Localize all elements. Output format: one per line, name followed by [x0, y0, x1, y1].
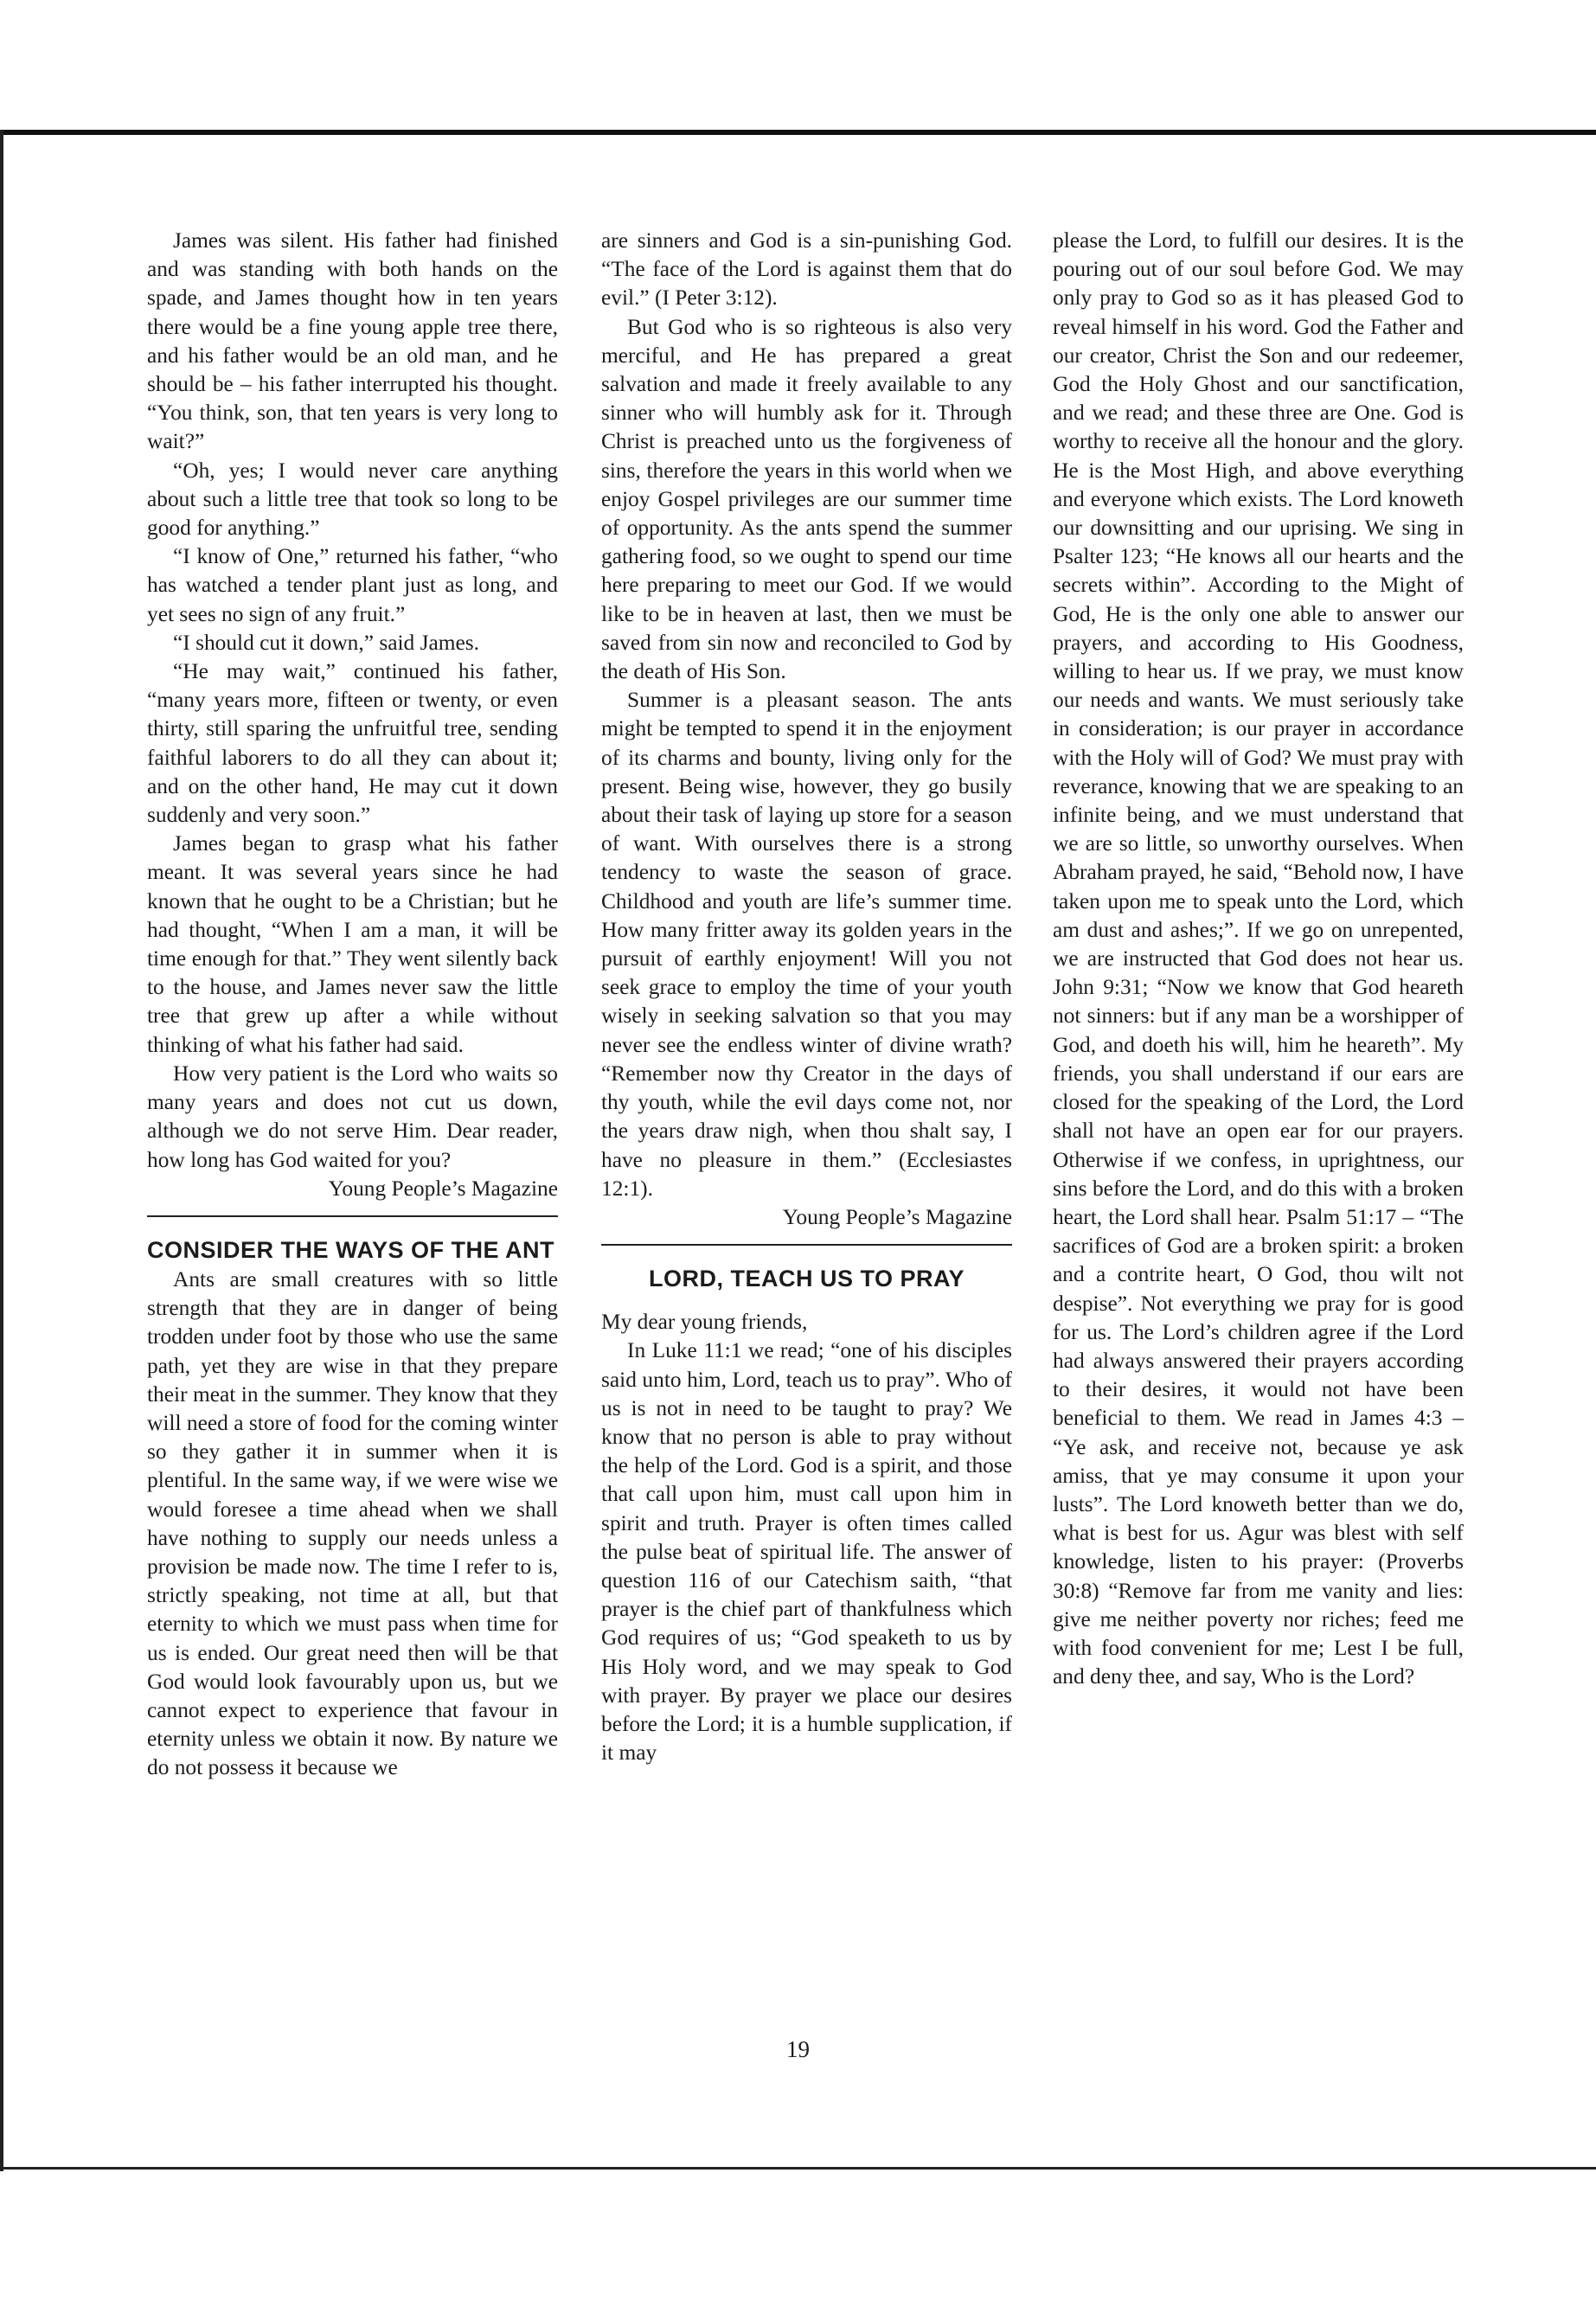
story-paragraph: James was silent. His father had finished and was standing with both hands on the spade, and James thought how in ten years there would be a fine young apple tree there, and his father would be an old man, and he should be – his father interrupted his thought. “You think, son, that ten years is very long to wait?” [147, 228, 558, 454]
section-divider [147, 1215, 558, 1217]
column-2 [601, 227, 1012, 1767]
pray-paragraph: In Luke 11:1 we read; “one of his disciples said unto him, Lord, teach us to pray”. Who of us is not in need to be taught to pray? We know that no person is able to pray without the help of the Lord. God is a spirit, and those that call upon him, must call upon him in spirit and truth. Prayer is often times called the pulse beat of spiritual life. The answer of question 116 of our Catechism saith, “that prayer is the chief part of thankfulness which God requires of us; “God speaketh to us by His Holy word, and we may speak to God with prayer. By prayer we place our desires before the Lord; it is a humble supplication, if it may [601, 1338, 1012, 1766]
story-paragraph: “He may wait,” continued his father, “many years more, fifteen or twenty, or even thirty, still sparing the unfruitful tree, sending faithful laborers to do all they can about it; and on the other hand, He may cut it down suddenly and very soon.” [147, 659, 558, 828]
section-divider [601, 1244, 1012, 1246]
story-paragraph: “I know of One,” returned his father, “who has watched a tender plant just as long, and yet sees no sign of any fruit.” [147, 544, 558, 626]
greeting: My dear young friends, [601, 1310, 808, 1335]
ant-paragraph: But God who is so righteous is also very merciful, and He has prepared a great salvation and made it freely available to any sinner who will humbly ask for it. Through Christ is preached unto us the forgiveness of sins, therefore the years in this world when we enjoy Gospel privileges are our summer time of opportunity. As the ants spend the summer gathering food, so we ought to spend our time here preparing to meet our God. If we would like to be in heaven at last, then we must be saved from sin now and reconciled to God by the death of His Son. [601, 314, 1012, 684]
page-number: 19 [786, 2036, 810, 2062]
article-heading-ant: CONSIDER THE WAYS OF THE ANT [147, 1236, 555, 1263]
column-3 [1053, 227, 1464, 1691]
ant-paragraph: Summer is a pleasant season. The ants might be tempted to spend it in the enjoyment of its charms and bounty, living only for the present. Being wise, however, they go busily about their task of laying up store for a season of want. With ourselves there is a strong tendency to waste the season of grace. Childhood and youth are life’s summer time. How many fritter away its golden years in the pursuit of earthly enjoyment! Will you not seek grace to employ the time of your youth wisely in seeking salvation so that you may never see the endless winter of divine wrath? “Remember now thy Creator in the days of thy youth, while the evil days come not, nor the years draw nigh, when thou shalt say, I have no pleasure in them.” (Ecclesiastes 12:1). [601, 688, 1012, 1201]
ant-paragraph: Ants are small creatures with so little strength that they are in danger of being trodden under foot by those who use the same path, yet they are wise in that they prepare their meat in the summer. They know that they will need a store of food for the coming winter so they gather it in summer when it is plentiful. In the same way, if we were wise we would foresee a time ahead when we shall have nothing to supply our needs unless a provision be made now. The time I refer to is, strictly speaking, not time at all, but that eternity to which we must pass when time for us is ended. Our great need then will be that God would look favourably upon us, but we cannot expect to experience that favour in eternity unless we obtain it now. By nature we do not possess it because we [147, 1266, 558, 1780]
left-edge [0, 130, 3, 2171]
story-paragraph: James began to grasp what his father meant. It was several years since he had known that he ought to be a Christian; but he had thought, “When I am a man, it will be time enough for that.” They went silently back to the house, and James never saw the little tree that grew up after a while without thinking of what his father had said. [147, 831, 558, 1057]
story-paragraph: How very patient is the Lord who waits so many years and does not cut us down, although we do not serve Him. Dear reader, how long has God waited for you? [147, 1061, 558, 1172]
ant-continuation: are sinners and God is a sin-punishing God. “The face of the Lord is against them that do evil.” (I Peter 3:12). [601, 228, 1012, 311]
source-attribution: Young People’s Magazine [782, 1204, 1012, 1229]
article-heading-pray: LORD, TEACH US TO PRAY [648, 1266, 965, 1292]
story-paragraph: “Oh, yes; I would never care anything about such a little tree that took so long to be good for anything.” [147, 458, 558, 541]
column-1 [147, 227, 558, 1783]
top-rule [0, 130, 1596, 135]
bottom-rule [0, 2167, 1596, 2170]
pray-continuation: please the Lord, to fulfill our desires. It is the pouring out of our soul before God. We may only pray to God so as it has pleased God to reveal himself in his word. God the Father and our creator, Christ the Son and our redeemer, God the Holy Ghost and our sanctification, and we read; and these three are One. God is worthy to receive all the honour and the glory. He is the Most High, and above everything and everyone which exists. The Lord knoweth our downsitting and our uprising. We sing in Psalter 123; “He knows all our hearts and the secrets within”. According to the Might of God, He is the only one able to answer our prayers, and according to His Goodness, willing to hear us. If we pray, we must know our needs and wants. We must seriously take in consideration; is our prayer in accordance with the Holy will of God? We must pray with reverance, knowing that we are speaking to an infinite being, and we must understand that we are so little, so unworthy ourselves. When Abraham prayed, he said, “Behold now, I have taken upon me to speak unto the Lord, which am dust and ashes;”. If we go on unrepented, we are instructed that God does not hear us. John 9:31; “Now we know that God heareth not sinners: but if any man be a worshipper of God, and doeth his will, him he heareth”. My friends, you shall understand if our ears are closed for the speaking of the Lord, the Lord shall not have an open ear for our prayers. Otherwise if we confess, in uprightness, our sins before the Lord, and do this with a broken heart, the Lord shall hear. Psalm 51:17 – “The sacrifices of God are a broken spirit: a broken and a contrite heart, O God, thou wilt not despise”. Not everything we pray for is good for us. The Lord’s children agree if the Lord had always answered their prayers according to their desires, it would not have been beneficial to them. We read in James 4:3 – “Ye ask, and receive not, because ye ask amiss, that ye may consume it upon your lusts”. The Lord knoweth better than we do, what is best for us. Agur was blest with self knowledge, listen to his prayer: (Proverbs 30:8) “Remove far from me vanity and lies: give me neither poverty nor riches; feed me with food convenient for me; Lest I be full, and deny thee, and say, Who is the Lord? [1053, 228, 1464, 1689]
story-paragraph: “I should cut it down,” said James. [173, 630, 479, 655]
source-attribution: Young People’s Magazine [328, 1176, 558, 1201]
